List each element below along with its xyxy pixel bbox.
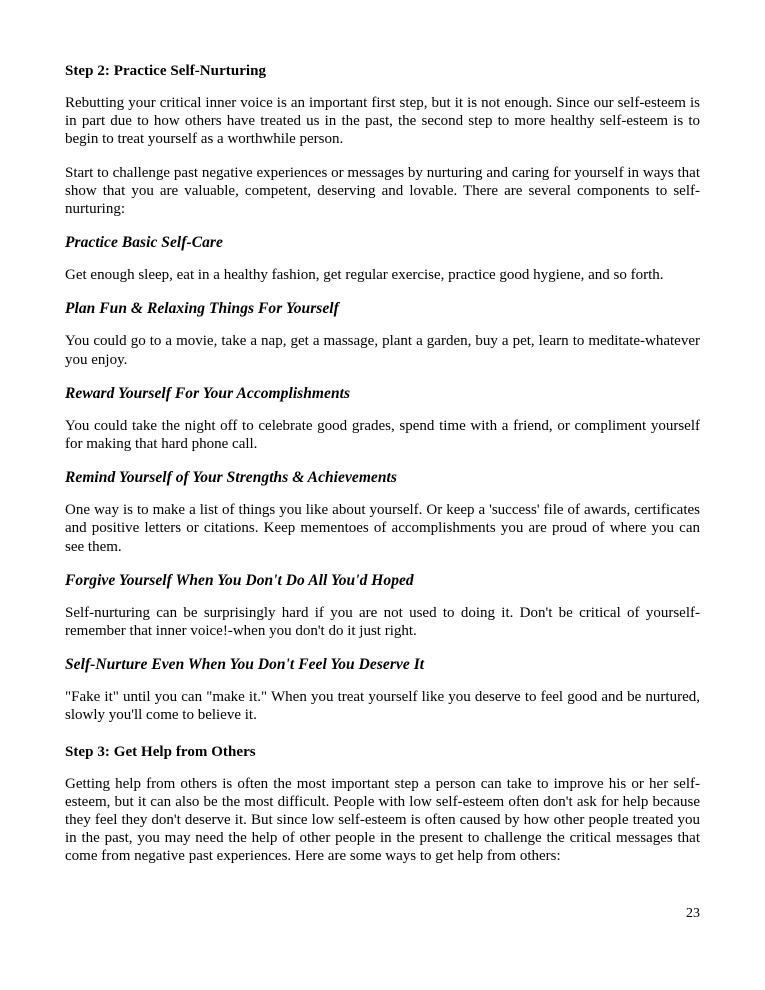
paragraph-practice-basic-self-care: Get enough sleep, eat in a healthy fashion, get regular exercise, practice good hygiene, and so forth. [65,267,664,284]
paragraph-remind-yourself-strengths: One way is to make a list of things you like about yourself. Or keep a 'success' file of awards, certificates and positive letters or citations. Keep mementoes of accomplishments you are proud of where you can see them. [65,502,700,555]
heading-step-3: Step 3: Get Help from Others [65,743,256,760]
paragraph-step3-intro: Getting help from others is often the most important step a person can take to improve his or her self-esteem, but it can also be the most difficult. People with low self-esteem often don't ask for help because they feel they don't deserve it. But since low self-esteem is often caused by how other people treated you in the past, you may need the help of other people in the present to challenge the critical messages that come from negative past experiences. Here are some ways to get help from others: [65,775,700,865]
paragraph-step2-intro-1: Rebutting your critical inner voice is an important first step, but it is not enough. Since our self-esteem is in part due to how others have treated us in the past, the second step to more healthy self-esteem is to begin to treat yourself as a worthwhile person. [65,95,700,148]
paragraph-step2-intro-2: Start to challenge past negative experiences or messages by nurturing and caring for yourself in ways that show that you are valuable, competent, deserving and lovable. There are several components to self-nurturing: [65,164,700,218]
heading-step-2: Step 2: Practice Self-Nurturing [65,63,267,79]
paragraph-reward-yourself: You could take the night off to celebrate good grades, spend time with a friend, or compliment yourself for making that hard phone call. [65,417,700,453]
paragraph-self-nurture-deserve: "Fake it" until you can "make it." When you treat yourself like you deserve to feel good and be nurtured, slowly you'll come to believe it. [65,689,700,724]
subheading-remind-yourself-strengths: Remind Yourself of Your Strengths & Achievements [65,469,397,487]
subheading-practice-basic-self-care: Practice Basic Self-Care [65,234,223,252]
paragraph-forgive-yourself: Self-nurturing can be surprisingly hard if you are not used to doing it. Don't be critical of yourself-remember that inner voice!-when you don't do it just right. [65,604,700,640]
subheading-plan-fun-relaxing-things: Plan Fun & Relaxing Things For Yourself [65,300,339,318]
subheading-forgive-yourself: Forgive Yourself When You Don't Do All You'd Hoped [65,571,414,589]
paragraph-plan-fun-relaxing-things: You could go to a movie, take a nap, get a massage, plant a garden, buy a pet, learn to meditate-whatever you enjoy. [65,333,700,368]
subheading-self-nurture-deserve: Self-Nurture Even When You Don't Feel You Deserve It [65,656,425,674]
page-content [65,62,700,881]
subheading-reward-yourself: Reward Yourself For Your Accomplishments [65,384,351,402]
page-number: 23 [686,906,700,921]
